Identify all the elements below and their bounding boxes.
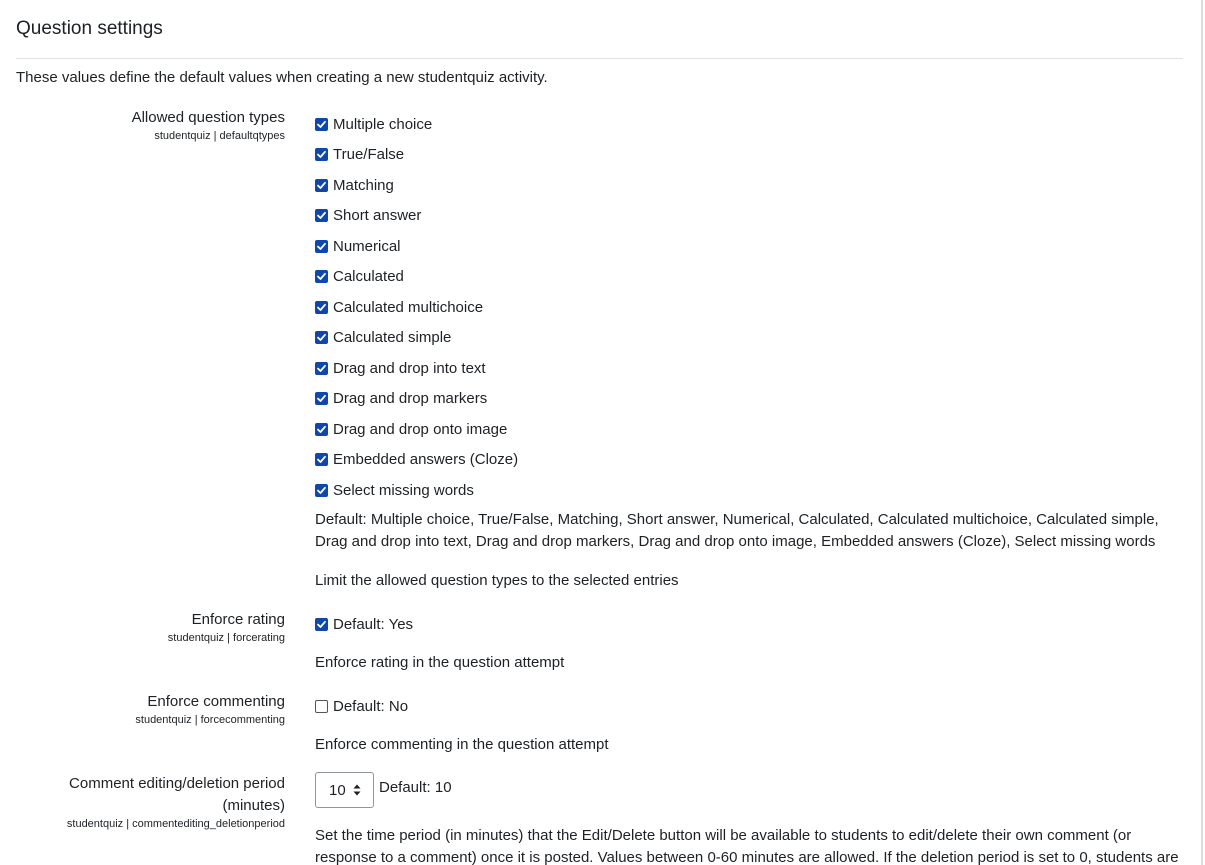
allowed-types-label xyxy=(25,107,285,143)
question-type-label: Drag and drop markers xyxy=(333,390,488,407)
question-type-checkbox[interactable] xyxy=(315,301,328,314)
question-type-label: True/False xyxy=(333,146,405,163)
enforce-commenting-label xyxy=(25,691,285,727)
question-type-checkbox[interactable] xyxy=(315,484,328,497)
enforce-commenting-description: Enforce commenting in the question attempt xyxy=(315,736,609,753)
question-type-option[interactable] xyxy=(315,419,507,439)
enforce-rating-default-label: Default: Yes xyxy=(333,615,414,633)
select-updown-icon xyxy=(353,783,361,797)
question-type-checkbox[interactable] xyxy=(315,331,328,344)
question-type-option[interactable] xyxy=(315,114,432,134)
question-type-option[interactable] xyxy=(315,267,404,287)
page-right-border xyxy=(1201,0,1203,865)
question-type-label: Select missing words xyxy=(333,481,474,499)
setting-key: studentquiz | defaultqtypes xyxy=(154,130,285,142)
question-type-label: Short answer xyxy=(333,207,422,224)
question-type-label: Drag and drop into text xyxy=(333,359,486,377)
setting-name: Enforce rating xyxy=(191,611,285,628)
enforce-rating-checkbox-row[interactable] xyxy=(315,614,413,634)
question-type-option[interactable] xyxy=(315,389,487,409)
enforce-rating-checkbox[interactable] xyxy=(315,618,328,631)
question-type-option[interactable] xyxy=(315,145,404,165)
question-type-label: Drag and drop onto image xyxy=(333,420,508,438)
enforce-commenting-checkbox-row[interactable] xyxy=(315,696,408,716)
question-type-label: Calculated simple xyxy=(333,329,452,346)
question-type-option[interactable] xyxy=(315,450,518,470)
section-intro: These values define the default values when creating a new studentquiz activity. xyxy=(16,69,548,86)
question-type-option[interactable] xyxy=(315,480,474,500)
question-type-option[interactable] xyxy=(315,206,421,226)
setting-name-line1: Comment editing/deletion period xyxy=(69,775,285,792)
question-type-checkbox[interactable] xyxy=(315,118,328,131)
setting-name: Enforce commenting xyxy=(147,693,285,710)
question-type-checkbox[interactable] xyxy=(315,148,328,161)
question-type-option[interactable] xyxy=(315,297,483,317)
question-type-label: Calculated multichoice xyxy=(333,298,484,316)
setting-name: Allowed question types xyxy=(131,109,285,126)
section-title: Question settings xyxy=(16,18,163,39)
setting-key: studentquiz | forcecommenting xyxy=(135,714,285,726)
enforce-rating-label xyxy=(25,609,285,645)
question-type-checkbox[interactable] xyxy=(315,392,328,405)
question-type-checkbox[interactable] xyxy=(315,179,328,192)
enforce-commenting-default-label: Default: No xyxy=(333,697,409,715)
setting-key: studentquiz | forcerating xyxy=(167,632,285,644)
comment-period-selected-value: 10 xyxy=(329,781,346,799)
enforce-rating-description: Enforce rating in the question attempt xyxy=(315,654,565,671)
setting-key: studentquiz | commentediting_deletionperiod xyxy=(66,818,285,830)
question-type-label: Matching xyxy=(333,176,394,194)
comment-period-description: Set the time period (in minutes) that the Edit/Delete button will be available to students to edit/delete their own comment (or response to a comment) once it is posted. Values between 0-60 minutes are allowed. If the deletion period is set to 0, students are xyxy=(315,827,1179,865)
question-type-checkbox[interactable] xyxy=(315,209,328,222)
question-type-checkbox[interactable] xyxy=(315,270,328,283)
enforce-commenting-checkbox[interactable] xyxy=(315,700,328,713)
comment-period-default-label: Default: 10 xyxy=(379,779,452,796)
comment-period-label xyxy=(25,773,285,831)
question-type-checkbox[interactable] xyxy=(315,423,328,436)
question-type-option[interactable] xyxy=(315,328,451,348)
question-type-checkbox[interactable] xyxy=(315,362,328,375)
question-type-checkbox[interactable] xyxy=(315,240,328,253)
question-type-label: Numerical xyxy=(333,237,401,255)
question-type-checkbox[interactable] xyxy=(315,453,328,466)
allowed-types-description: Limit the allowed question types to the selected entries xyxy=(315,572,679,589)
question-type-option[interactable] xyxy=(315,358,486,378)
question-type-label: Multiple choice xyxy=(333,115,433,133)
section-divider xyxy=(16,58,1183,59)
setting-name-line2: (minutes) xyxy=(222,797,285,814)
comment-period-select[interactable] xyxy=(315,772,374,808)
question-type-label: Embedded answers (Cloze) xyxy=(333,451,519,468)
question-type-label: Calculated xyxy=(333,268,404,285)
question-type-option[interactable] xyxy=(315,175,394,195)
allowed-types-default: Default: Multiple choice, True/False, Matching, Short answer, Numerical, Calculated, Calculated multichoice, Calculated simple, Drag and drop into text, Drag and drop markers, Drag and drop onto image, Embedded answers (Cloze), Select missing words xyxy=(315,511,1159,550)
question-type-option[interactable] xyxy=(315,236,401,256)
